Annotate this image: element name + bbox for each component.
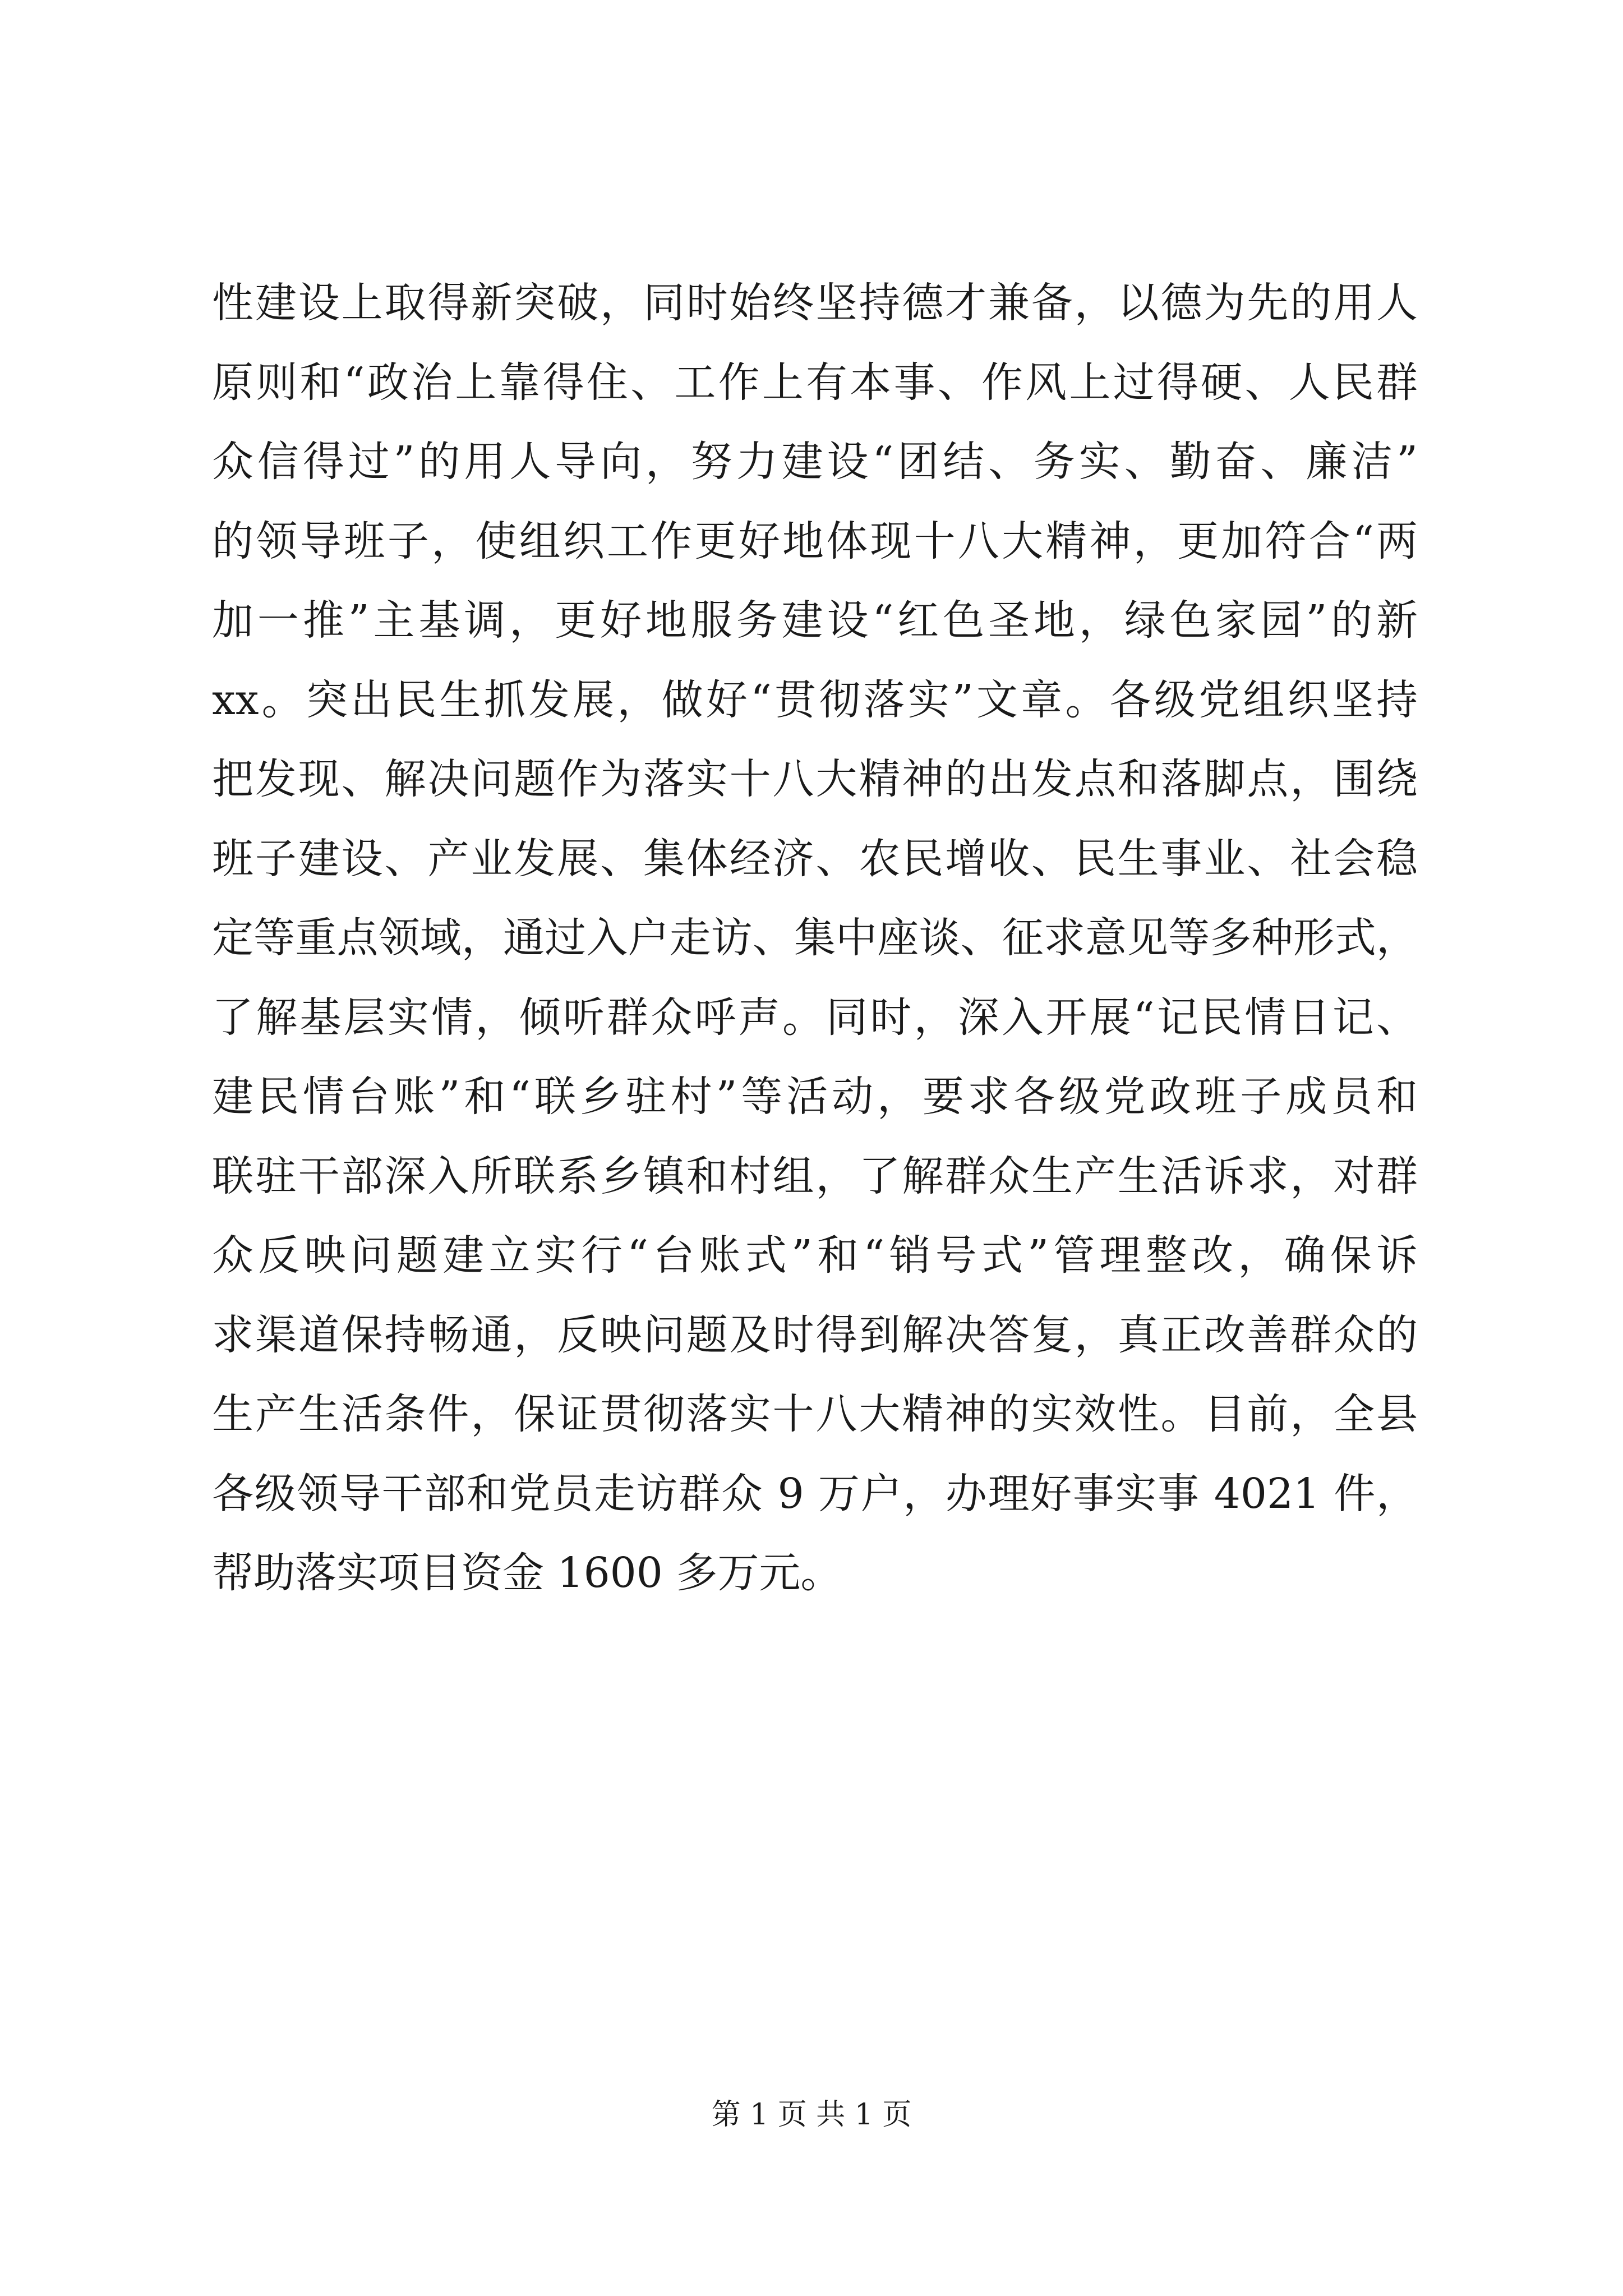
text-line: 定等重点领域，通过入户走访、集中座谈、征求意见等多种形式， [212,914,1418,962]
text-line: 了解基层实情，倾听群众呼声。同时，深入开展“记民情日记、 [212,993,1418,1042]
text-line: 加一推”主基调，更好地服务建设“红色圣地，绿色家园”的新 [212,596,1418,645]
text-line: 联驻干部深入所联系乡镇和村组，了解群众生产生活诉求，对群 [212,1152,1418,1200]
text-line: 性建设上取得新突破，同时始终坚持德才兼备，以德为先的用人 [212,279,1418,327]
text-line: 班子建设、产业发展、集体经济、农民增收、民生事业、社会稳 [212,834,1418,883]
text-line: 建民情台账”和“联乡驻村”等活动，要求各级党政班子成员和 [212,1073,1418,1121]
text-line: 求渠道保持畅通，反映问题及时得到解决答复，真正改善群众的 [212,1310,1418,1359]
text-line: 众信得过”的用人导向，努力建设“团结、务实、勤奋、廉洁” [212,438,1418,486]
text-line: 帮助落实项目资金 1600 多万元。 [212,1549,842,1597]
text-line: xx。突出民生抓发展，做好“贯彻落实”文章。各级党组织坚持 [212,675,1418,724]
body-paragraph [212,264,1418,1613]
text-line: 把发现、解决问题作为落实十八大精神的出发点和落脚点，围绕 [212,755,1418,803]
text-line: 各级领导干部和党员走访群众 9 万户，办理好事实事 4021 件， [212,1469,1418,1518]
text-line: 的领导班子，使组织工作更好地体现十八大精神，更加符合“两 [212,517,1418,565]
text-line: 原则和“政治上靠得住、工作上有本事、作风上过得硬、人民群 [212,358,1418,407]
page-footer: 第 1 页 共 1 页 [711,2098,912,2132]
text-line: 生产生活条件，保证贯彻落实十八大精神的实效性。目前，全县 [212,1390,1418,1438]
text-line: 众反映问题建立实行“台账式”和“销号式”管理整改，确保诉 [212,1231,1418,1280]
